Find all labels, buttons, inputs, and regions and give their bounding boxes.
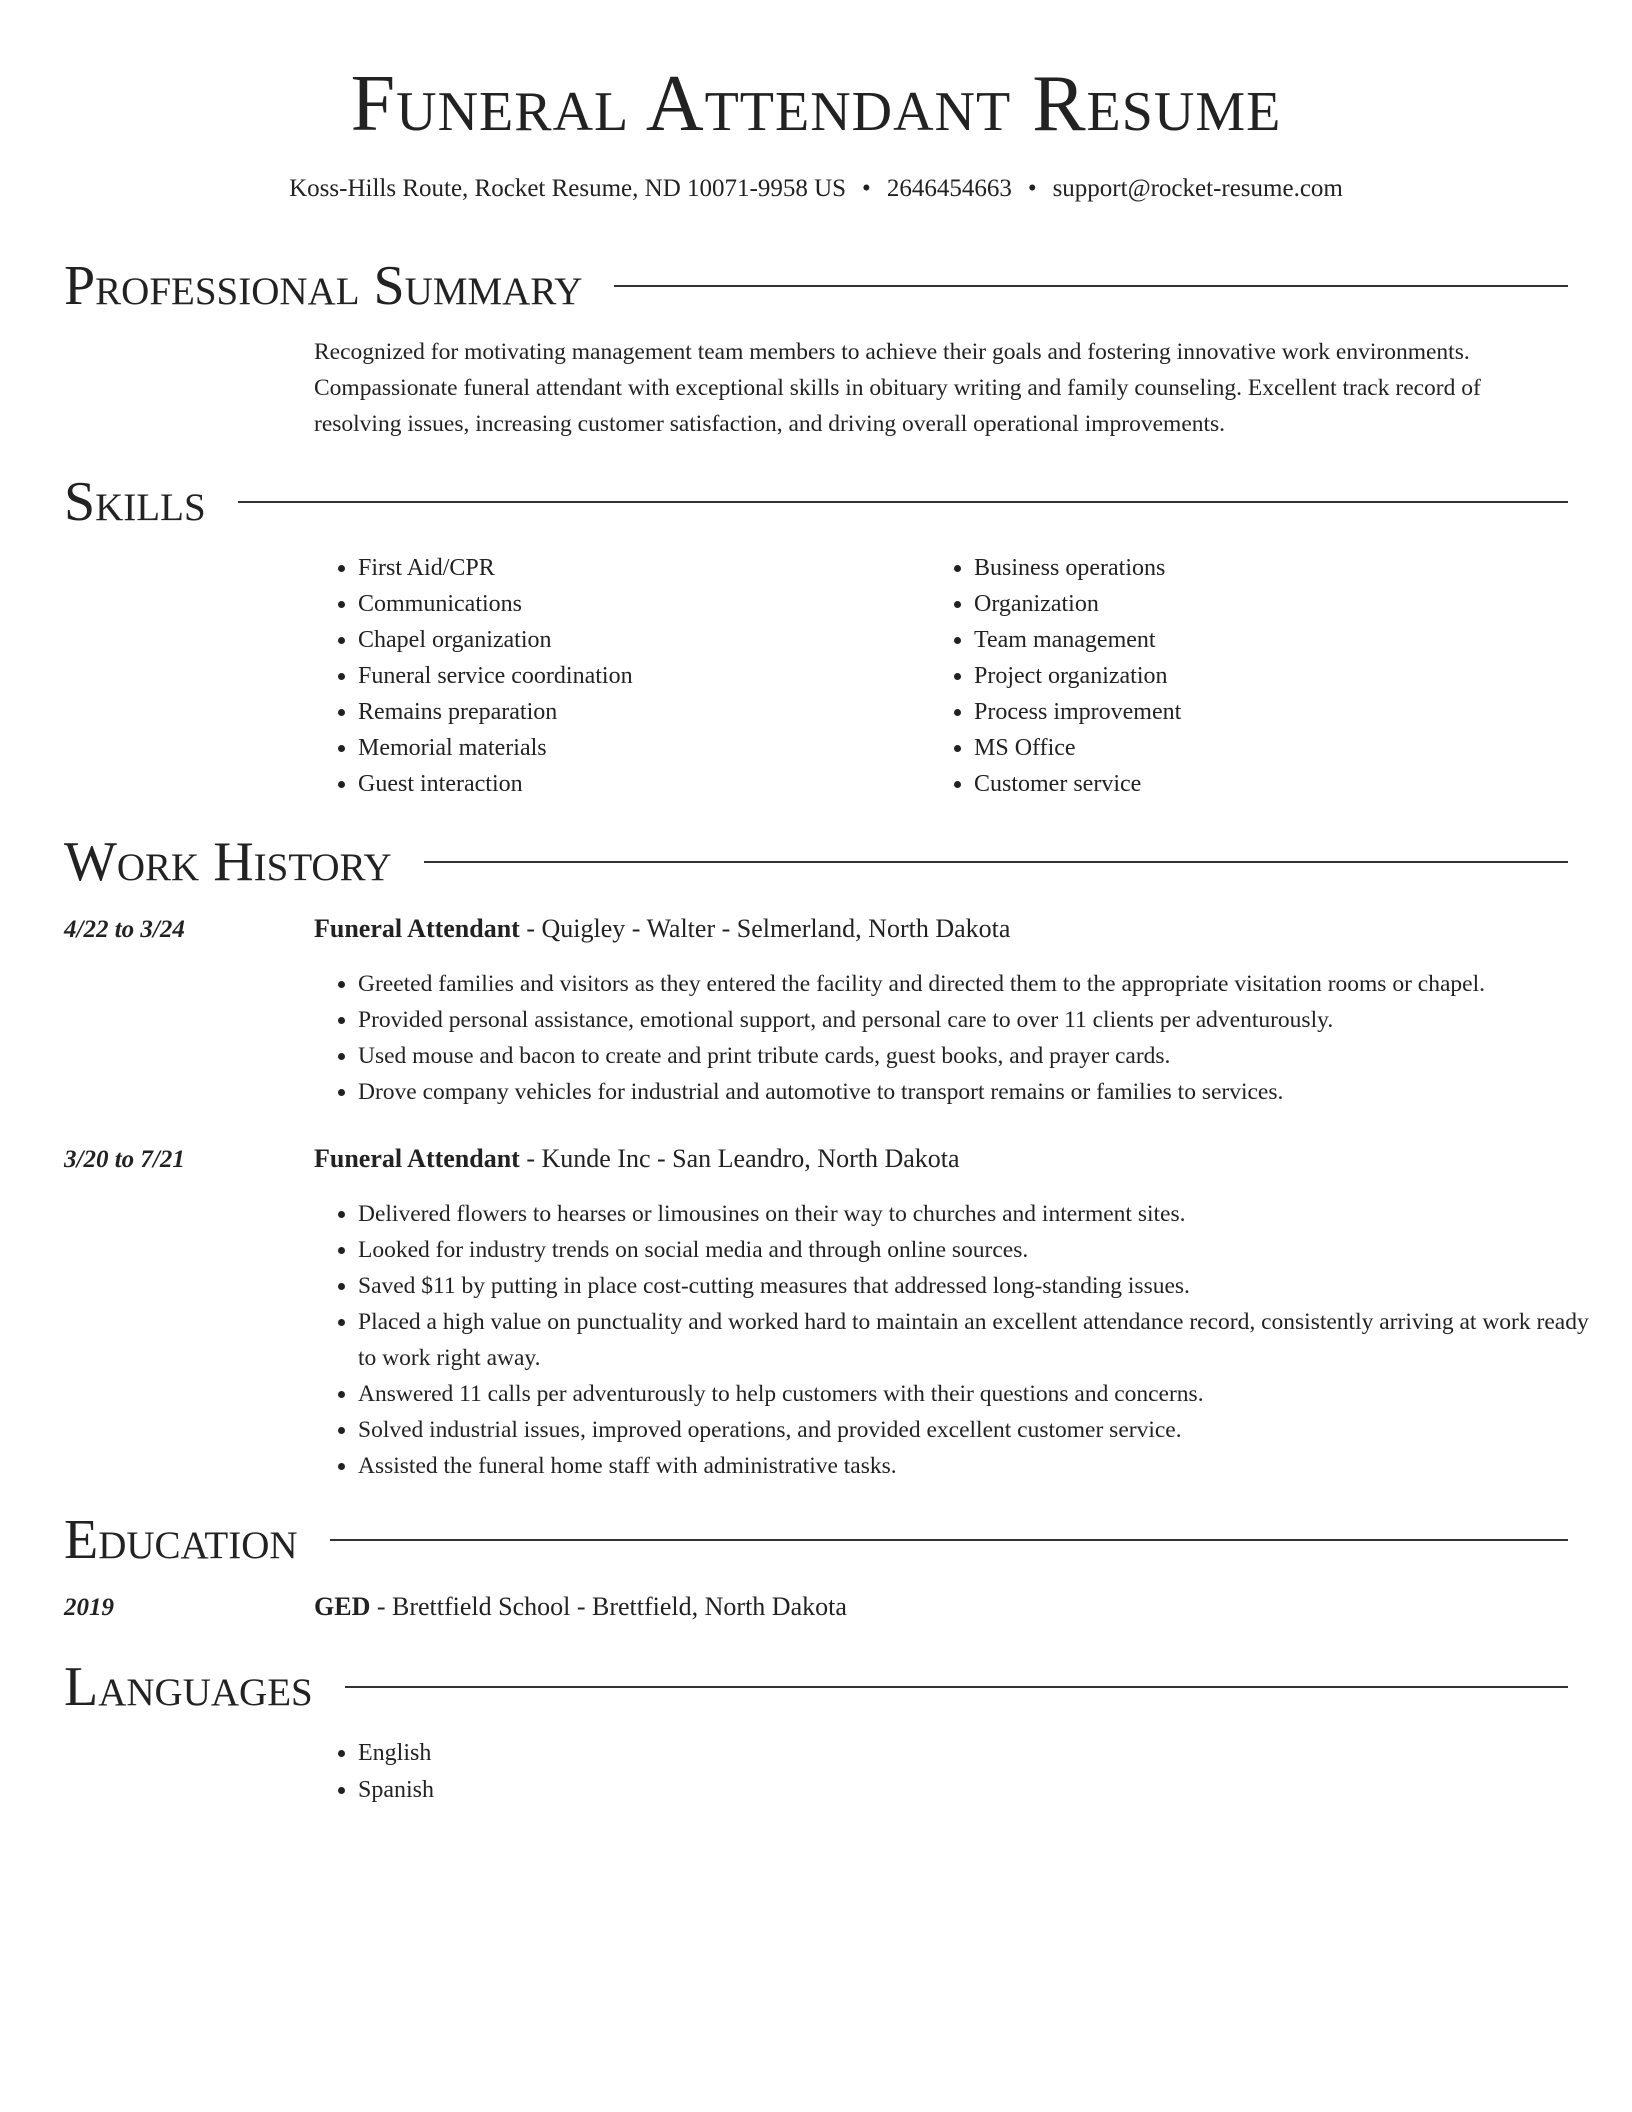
skill-item: • First Aid/CPR [358, 550, 874, 586]
skill-item: • Communications [358, 586, 874, 622]
job-details: - Kunde Inc - San Leandro, North Dakota [519, 1144, 960, 1173]
skills-list-left [314, 550, 874, 802]
job-details: - Quigley - Walter - Selmerland, North Dakota [519, 914, 1011, 943]
languages-list [314, 1735, 958, 1809]
language-item: • English [358, 1735, 958, 1772]
section-divider [345, 1686, 1568, 1688]
skill-item: • Project organization [974, 658, 1530, 694]
work-section-header [64, 830, 1568, 894]
skill-item: • Funeral service coordination [358, 658, 874, 694]
summary-heading: Professional Summary [64, 255, 583, 317]
job-bullet: • Placed a high value on punctuality and worked hard to maintain an excellent attendance record, consistently arriving at work ready to work right away. [358, 1304, 1612, 1376]
skill-item: • Organization [974, 586, 1530, 622]
languages-heading: Languages [64, 1656, 313, 1718]
job-title-line [314, 1142, 1568, 1176]
education-section-header [64, 1508, 1568, 1572]
job-dates: 4/22 to 3/24 [64, 916, 185, 943]
job-bullet: • Used mouse and bacon to create and print tribute cards, guest books, and prayer cards. [358, 1038, 1612, 1074]
skills-list-right [930, 550, 1530, 802]
skill-item: • Business operations [974, 550, 1530, 586]
contact-line [64, 173, 1568, 205]
education-details: - Brettfield School - Brettfield, North Dakota [370, 1592, 847, 1621]
job-bullet: • Drove company vehicles for industrial and automotive to transport remains or families to services. [358, 1074, 1612, 1110]
contact-phone: 2646454663 [886, 175, 1012, 202]
skill-item: • Customer service [974, 766, 1530, 802]
education-degree: GED [314, 1592, 371, 1621]
work-heading: Work History [64, 831, 392, 893]
skills-section-header [64, 470, 1568, 534]
contact-separator: • [1027, 175, 1037, 202]
skill-item: • Memorial materials [358, 730, 874, 766]
job-bullet: • Saved $11 by putting in place cost-cutting measures that addressed long-standing issues. [358, 1268, 1612, 1304]
page-title: Funeral Attendant Resume [350, 60, 1282, 148]
job-bullet: • Solved industrial issues, improved operations, and provided excellent customer service. [358, 1412, 1612, 1448]
education-year: 2019 [64, 1594, 114, 1621]
summary-section-header [64, 254, 1568, 318]
skill-item: • MS Office [974, 730, 1530, 766]
resume-page [64, 0, 1589, 1803]
job-title: Funeral Attendant [314, 914, 520, 943]
skills-right-column [930, 550, 1530, 802]
section-divider [614, 285, 1568, 287]
skill-item: • Remains preparation [358, 694, 874, 730]
languages-section-header [64, 1655, 1568, 1719]
education-line [314, 1590, 1568, 1624]
job-bullet: • Greeted families and visitors as they entered the facility and directed them to the appropriate visitation rooms or chapel. [358, 966, 1612, 1002]
contact-email: support@rocket-resume.com [1052, 175, 1343, 202]
section-divider [424, 861, 1568, 863]
section-divider [238, 501, 1568, 503]
skill-item: • Team management [974, 622, 1530, 658]
skill-item: • Process improvement [974, 694, 1530, 730]
job-bullet: • Answered 11 calls per adventurously to help customers with their questions and concerns. [358, 1376, 1612, 1412]
job-bullet: • Delivered flowers to hearses or limousines on their way to churches and interment sites. [358, 1196, 1612, 1232]
skill-item: • Guest interaction [358, 766, 874, 802]
job-title-line [314, 912, 1568, 946]
job-bullet: • Looked for industry trends on social media and through online sources. [358, 1232, 1612, 1268]
contact-address: Koss-Hills Route, Rocket Resume, ND 10071-9958 US [289, 175, 847, 202]
job-bullets [314, 966, 1612, 1110]
section-divider [330, 1539, 1568, 1541]
skill-item: • Chapel organization [358, 622, 874, 658]
job-bullet: • Assisted the funeral home staff with administrative tasks. [358, 1448, 1612, 1484]
job-title: Funeral Attendant [314, 1144, 520, 1173]
job-bullets [314, 1196, 1612, 1484]
language-item: • Spanish [358, 1772, 958, 1809]
skills-heading: Skills [64, 471, 206, 533]
skills-left-column [314, 550, 874, 802]
job-dates: 3/20 to 7/21 [64, 1146, 185, 1173]
summary-text: Recognized for motivating management team members to achieve their goals and fostering innovative work environments. Compassionate funeral attendant with exceptional skills in obituary writing and family counseling. Excellent track record of resolving issues, increasing customer satisfaction, and driving overall operational improvements. [314, 339, 1481, 437]
job-bullet: • Provided personal assistance, emotional support, and personal care to over 11 clients per adventurously. [358, 1002, 1612, 1038]
contact-separator: • [862, 175, 871, 202]
education-heading: Education [64, 1509, 298, 1571]
